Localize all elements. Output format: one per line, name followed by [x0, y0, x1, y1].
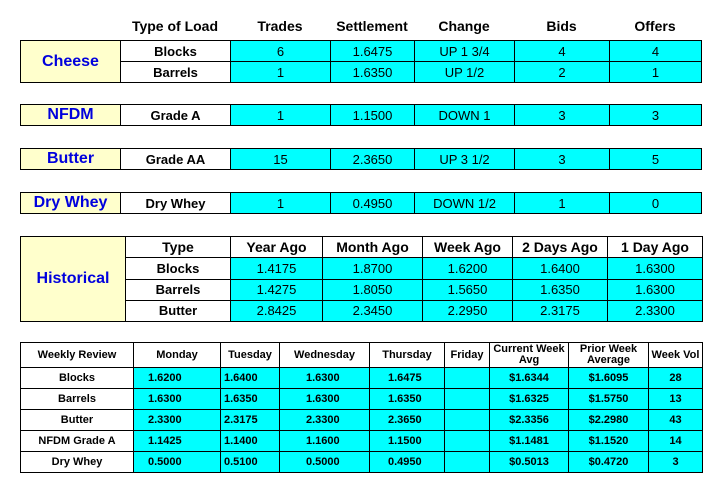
nfdm-offers: 3 — [610, 105, 702, 126]
historical-cell: 2.8425 — [231, 300, 323, 321]
historical-type: Blocks — [126, 258, 231, 279]
weekly-cell: $1.6325 — [490, 389, 569, 410]
historical-cell: 1.4175 — [231, 258, 323, 279]
cheese-label: Cheese — [21, 41, 121, 83]
weekly-header: Monday — [134, 343, 221, 368]
weekly-header: Wednesday — [280, 343, 370, 368]
historical-header: Week Ago — [423, 237, 513, 258]
historical-cell: 1.6300 — [608, 258, 703, 279]
nfdm-change: DOWN 1 — [415, 105, 515, 126]
cheese-bids: 4 — [515, 41, 610, 62]
cheese-trades: 1 — [231, 62, 331, 83]
weekly-cell: 1.6400 — [221, 368, 280, 389]
historical-table — [20, 236, 703, 322]
drywhey-table — [20, 192, 702, 214]
weekly-header: Tuesday — [221, 343, 280, 368]
butter-offers: 5 — [610, 149, 702, 170]
butter-table — [20, 148, 702, 170]
cheese-change: UP 1/2 — [415, 62, 515, 83]
weekly-cell: 1.6300 — [280, 368, 370, 389]
header-bids: Bids — [546, 18, 577, 34]
weekly-cell: 2.3650 — [370, 410, 445, 431]
nfdm-bids: 3 — [515, 105, 610, 126]
weekly-row-label: Butter — [21, 410, 134, 431]
header-settlement: Settlement — [336, 18, 408, 34]
table-row — [21, 410, 703, 431]
weekly-review-table — [20, 342, 703, 473]
weekly-cell: 14 — [649, 431, 703, 452]
header-type-of-load: Type of Load — [131, 18, 219, 34]
table-row — [21, 149, 702, 170]
table-row — [21, 105, 702, 126]
weekly-cell: 1.6350 — [370, 389, 445, 410]
weekly-cell: 0.5000 — [134, 452, 221, 473]
weekly-cell: 2.3175 — [221, 410, 280, 431]
historical-header: Year Ago — [231, 237, 323, 258]
historical-header: Type — [126, 237, 231, 258]
table-row — [21, 193, 702, 214]
table-row — [21, 41, 702, 62]
historical-cell: 2.3450 — [323, 300, 423, 321]
historical-cell: 1.8700 — [323, 258, 423, 279]
historical-cell: 1.6200 — [423, 258, 513, 279]
cheese-offers: 4 — [610, 41, 702, 62]
historical-cell: 2.3300 — [608, 300, 703, 321]
drywhey-trades: 1 — [231, 193, 331, 214]
cheese-bids: 2 — [515, 62, 610, 83]
historical-cell: 1.6350 — [513, 279, 608, 300]
header-change: Change — [438, 18, 490, 34]
weekly-cell: 28 — [649, 368, 703, 389]
weekly-cell: $0.4720 — [569, 452, 649, 473]
historical-cell: 1.6400 — [513, 258, 608, 279]
cheese-type: Blocks — [121, 41, 231, 62]
weekly-cell: 43 — [649, 410, 703, 431]
historical-header: 2 Days Ago — [513, 237, 608, 258]
nfdm-label: NFDM — [21, 105, 121, 126]
weekly-row-label: Barrels — [21, 389, 134, 410]
weekly-cell: $1.6344 — [490, 368, 569, 389]
historical-cell: 2.2950 — [423, 300, 513, 321]
weekly-cell: 1.1500 — [370, 431, 445, 452]
weekly-cell: $1.5750 — [569, 389, 649, 410]
cheese-offers: 1 — [610, 62, 702, 83]
historical-cell: 1.8050 — [323, 279, 423, 300]
drywhey-bids: 1 — [515, 193, 610, 214]
historical-cell: 1.4275 — [231, 279, 323, 300]
nfdm-settlement: 1.1500 — [331, 105, 415, 126]
cheese-trades: 6 — [231, 41, 331, 62]
weekly-cell — [445, 368, 490, 389]
weekly-cell: $2.2980 — [569, 410, 649, 431]
nfdm-table — [20, 104, 702, 126]
drywhey-change: DOWN 1/2 — [415, 193, 515, 214]
weekly-header: Thursday — [370, 343, 445, 368]
cheese-change: UP 1 3/4 — [415, 41, 515, 62]
weekly-cell: 1.6475 — [370, 368, 445, 389]
butter-change: UP 3 1/2 — [415, 149, 515, 170]
weekly-cell — [445, 410, 490, 431]
weekly-row-label: Dry Whey — [21, 452, 134, 473]
drywhey-offers: 0 — [610, 193, 702, 214]
weekly-header: Current Week Avg — [490, 343, 569, 368]
weekly-cell: 2.3300 — [134, 410, 221, 431]
weekly-cell — [445, 431, 490, 452]
historical-cell: 2.3175 — [513, 300, 608, 321]
weekly-cell: $1.1481 — [490, 431, 569, 452]
header-trades: Trades — [257, 18, 303, 34]
weekly-cell: 1.1600 — [280, 431, 370, 452]
cheese-table — [20, 40, 702, 83]
weekly-cell: 2.3300 — [280, 410, 370, 431]
weekly-cell: 1.6300 — [280, 389, 370, 410]
weekly-cell: 1.1400 — [221, 431, 280, 452]
weekly-cell: $0.5013 — [490, 452, 569, 473]
table-row — [21, 452, 703, 473]
historical-cell: 1.6300 — [608, 279, 703, 300]
nfdm-type: Grade A — [121, 105, 231, 126]
weekly-cell: $1.6095 — [569, 368, 649, 389]
weekly-row-label: Blocks — [21, 368, 134, 389]
butter-bids: 3 — [515, 149, 610, 170]
weekly-cell: 1.6300 — [134, 389, 221, 410]
drywhey-label: Dry Whey — [21, 193, 121, 214]
weekly-header: Prior Week Average — [569, 343, 649, 368]
historical-header: Month Ago — [323, 237, 423, 258]
butter-type: Grade AA — [121, 149, 231, 170]
table-row — [21, 389, 703, 410]
cheese-settlement: 1.6350 — [331, 62, 415, 83]
weekly-cell: 1.1425 — [134, 431, 221, 452]
butter-label: Butter — [21, 149, 121, 170]
weekly-cell: $1.1520 — [569, 431, 649, 452]
weekly-cell: $2.3356 — [490, 410, 569, 431]
table-row — [21, 62, 702, 83]
weekly-cell — [445, 389, 490, 410]
historical-cell: 1.5650 — [423, 279, 513, 300]
drywhey-type: Dry Whey — [121, 193, 231, 214]
weekly-header: Weekly Review — [21, 343, 134, 368]
table-row — [21, 237, 703, 258]
weekly-cell: 1.6350 — [221, 389, 280, 410]
table-row — [21, 368, 703, 389]
drywhey-settlement: 0.4950 — [331, 193, 415, 214]
header-offers: Offers — [634, 18, 676, 34]
historical-type: Butter — [126, 300, 231, 321]
weekly-cell: 13 — [649, 389, 703, 410]
cheese-type: Barrels — [121, 62, 231, 83]
table-row — [21, 431, 703, 452]
historical-header: 1 Day Ago — [608, 237, 703, 258]
nfdm-trades: 1 — [231, 105, 331, 126]
weekly-cell: 0.5000 — [280, 452, 370, 473]
weekly-header: Week Vol — [649, 343, 703, 368]
weekly-cell: 0.5100 — [221, 452, 280, 473]
weekly-cell: 1.6200 — [134, 368, 221, 389]
historical-label: Historical — [21, 237, 126, 322]
historical-type: Barrels — [126, 279, 231, 300]
table-row — [21, 343, 703, 368]
weekly-row-label: NFDM Grade A — [21, 431, 134, 452]
weekly-cell: 3 — [649, 452, 703, 473]
butter-settlement: 2.3650 — [331, 149, 415, 170]
weekly-cell — [445, 452, 490, 473]
weekly-cell: 0.4950 — [370, 452, 445, 473]
weekly-header: Friday — [445, 343, 490, 368]
butter-trades: 15 — [231, 149, 331, 170]
cheese-settlement: 1.6475 — [331, 41, 415, 62]
